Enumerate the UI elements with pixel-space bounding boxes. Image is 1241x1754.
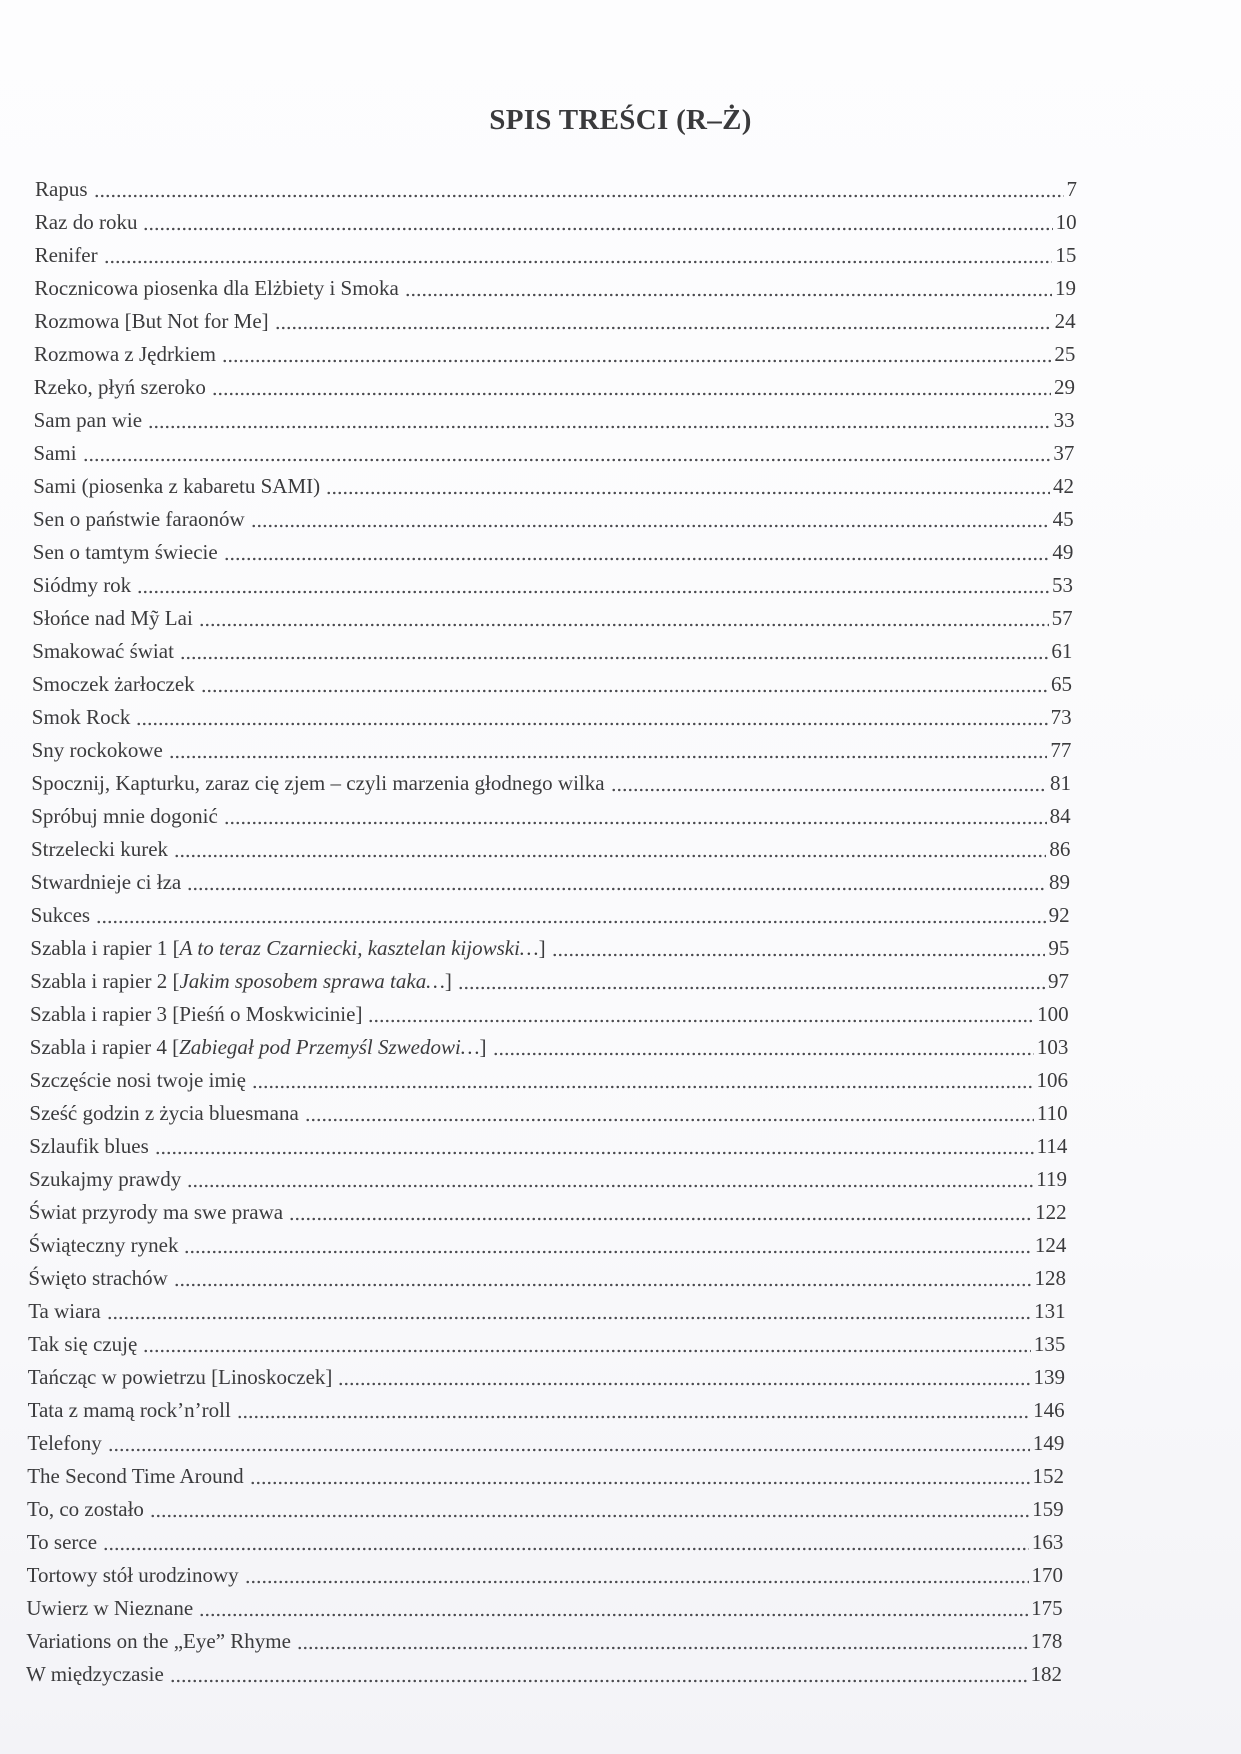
toc-entry-title [34,342,222,366]
toc-entry-title-text: Świąteczny rynek [28,1233,179,1257]
toc-entry-page-number: 37 [1053,441,1075,465]
dot-leader [250,1464,1030,1488]
toc-entry[interactable] [0,795,1071,828]
toc-entry-title-text: Smok Rock [31,705,131,729]
toc-entry-title-text: The Second Time Around [27,1464,244,1488]
toc-entry-title [34,375,212,399]
toc-entry-title [31,903,97,927]
toc-entry[interactable] [0,300,1076,333]
toc-entry-page-number: 178 [1030,1629,1063,1653]
toc-entry-page-number: 128 [1034,1266,1066,1290]
toc-entry-title: Szabla i rapier 4 [Zabiegał pod Przemyśl Szwedowi…] [29,1035,487,1059]
toc-entry[interactable] [0,1521,1063,1554]
toc-entry-page-number: 95 [1048,936,1070,960]
toc-entry-title [29,1167,187,1191]
toc-entry-page-number: 10 [1055,210,1077,234]
toc-entry-title-text: Sen o państwie faraonów [33,507,245,531]
dot-leader [458,969,1045,993]
toc-entry-title [32,672,201,696]
toc-entry-title [28,1299,107,1323]
dot-leader [493,1035,1034,1059]
toc-entry[interactable] [0,1125,1067,1158]
toc-entry[interactable] [0,333,1075,366]
toc-entry-title [26,1629,297,1653]
toc-entry-title [31,837,174,861]
toc-entry[interactable] [0,564,1073,597]
toc-entry-title [31,870,187,894]
toc-entry-title-text: Rozmowa z Jędrkiem [34,342,216,366]
dot-leader [94,177,1064,201]
toc-entry-title-text: Rapus [35,177,88,201]
toc-entry-page-number: 24 [1054,309,1076,333]
toc-entry-title-text: Tortowy stół urodzinowy [26,1563,239,1587]
toc-entry[interactable] [0,432,1074,465]
dot-leader [155,1134,1034,1158]
toc-entry-title [33,540,224,564]
toc-entry-page-number: 163 [1031,1530,1064,1554]
toc-entry-title [35,210,144,234]
toc-entry[interactable] [0,1620,1062,1653]
toc-entry-page-number: 114 [1036,1134,1068,1158]
toc-entry[interactable] [0,729,1071,762]
toc-entry-page-number: 7 [1066,177,1077,201]
toc-entry-page-number: 15 [1055,243,1077,267]
dot-leader [108,1431,1030,1455]
toc-entry-title-text: Raz do roku [34,210,138,234]
toc-entry[interactable] [0,1191,1067,1224]
toc-entry-title [33,507,251,531]
dot-leader [326,474,1050,498]
toc-entry-page-number: 92 [1048,903,1070,927]
toc-entry-subtitle: Zabiegał pod Przemyśl Szwedowi… [179,1035,480,1059]
dot-leader [83,441,1051,465]
toc-entry[interactable] [0,894,1070,927]
dot-leader [174,837,1046,861]
dot-leader [199,1596,1028,1620]
toc-entry-page-number: 139 [1033,1365,1065,1389]
toc-entry-page-number: 45 [1052,507,1074,531]
toc-entry[interactable] [0,267,1076,300]
toc-entry-title [29,1134,155,1158]
toc-entry-title-text: Rozmowa [But Not for Me] [34,309,269,333]
toc-entry[interactable] [0,630,1072,663]
toc-entry[interactable] [0,201,1077,234]
toc-entry[interactable] [0,861,1070,894]
toc-entry[interactable] [0,168,1077,201]
toc-entry[interactable] [0,498,1074,531]
table-of-contents [0,168,1241,1686]
toc-entry[interactable] [0,1389,1065,1422]
toc-entry-title-text: Szabla i rapier 1 [30,936,168,960]
toc-entry-title-text: Szczęście nosi twoje imię [29,1068,246,1092]
dot-leader [405,276,1052,300]
toc-entry[interactable] [0,1290,1066,1323]
dot-leader [297,1629,1028,1653]
dot-leader [252,1068,1034,1092]
toc-entry-title-text: Świat przyrody ma swe prawa [28,1200,284,1224]
toc-entry[interactable] [0,663,1072,696]
toc-entry-title-text: Sześć godzin z życia bluesmana [29,1101,299,1125]
dot-leader [224,540,1050,564]
toc-entry-title-text: Sam pan wie [33,408,143,432]
toc-entry-page-number: 73 [1050,705,1072,729]
toc-entry-title: Szabla i rapier 3 [Pieśń o Moskwicinie] [30,1002,363,1026]
toc-entry-page-number: 175 [1031,1596,1063,1620]
toc-entry-page-number: 124 [1034,1233,1067,1257]
toc-entry[interactable] [0,1092,1068,1125]
toc-entry-title-text: W międzyczasie [26,1662,164,1686]
toc-entry-title: Szabla i rapier 2 [Jakim sposobem sprawa taka…] [30,969,452,993]
dot-leader [275,309,1052,333]
toc-entry-title [31,771,610,795]
toc-entry[interactable] [0,828,1070,861]
dot-leader [187,1167,1033,1191]
toc-entry-title-text: Variations on the „Eye” Rhyme [26,1629,291,1653]
dot-leader [187,870,1046,894]
toc-entry-title-text: Rzeko, płyń szeroko [33,375,206,399]
toc-entry-title [26,1596,199,1620]
toc-entry-title-text: Sen o tamtym świecie [32,540,218,564]
toc-entry[interactable] [0,465,1074,498]
dot-leader [107,1299,1031,1323]
toc-entry-page-number: 122 [1035,1200,1067,1224]
toc-entry[interactable] [0,1026,1068,1059]
toc-entry-title-text: Rocznicowa piosenka dla Elżbiety i Smoka [34,276,399,300]
toc-entry-title [32,738,169,762]
toc-entry-title-text: Smoczek żarłoczek [32,672,195,696]
toc-entry-title [26,1662,170,1686]
dot-leader [96,903,1046,927]
toc-entry[interactable] [0,762,1071,795]
dot-leader [237,1398,1030,1422]
toc-entry-title-text: Smakować świat [32,639,174,663]
dot-leader [136,705,1047,729]
toc-entry-page-number: 89 [1049,870,1070,894]
toc-entry-page-number: 135 [1033,1332,1066,1356]
toc-entry-title [27,1497,150,1521]
toc-entry-page-number: 25 [1054,342,1076,366]
toc-entry-title-text: Renifer [34,243,98,267]
toc-entry-title [32,639,180,663]
toc-entry[interactable] [0,993,1069,1026]
toc-entry-title [34,408,148,432]
toc-entry[interactable] [0,1158,1067,1191]
toc-entry-title [28,1266,173,1290]
toc-entry-title [32,606,198,630]
toc-entry-title-text: Szabla i rapier 3 [30,1002,168,1026]
toc-entry-title [34,276,405,300]
dot-leader [245,1563,1029,1587]
toc-entry-page-number: 110 [1036,1101,1068,1125]
toc-entry-page-number: 103 [1036,1035,1069,1059]
toc-entry-page-number: 106 [1036,1068,1068,1092]
toc-entry-title [28,1332,143,1356]
toc-entry-page-number: 53 [1052,573,1073,597]
toc-entry[interactable] [0,696,1072,729]
toc-entry-page-number: 19 [1055,276,1076,300]
toc-entry-title [28,1365,339,1389]
toc-entry-page-number: 146 [1033,1398,1065,1422]
dot-leader [170,1662,1028,1686]
toc-entry-page-number: 86 [1049,837,1071,861]
toc-entry-title-text: Telefony [27,1431,102,1455]
dot-leader [199,606,1049,630]
toc-entry-title-text: Tata z mamą rock’n’roll [27,1398,231,1422]
toc-entry-title-text: Szabla i rapier 2 [30,969,168,993]
toc-entry-title-text: To serce [26,1530,98,1554]
dot-leader [251,507,1050,531]
toc-entry[interactable] [0,1554,1063,1587]
toc-entry[interactable] [0,927,1069,960]
dot-leader [368,1002,1034,1026]
toc-entry[interactable] [0,960,1069,993]
toc-entry[interactable] [0,1224,1066,1257]
toc-entry-page-number: 152 [1032,1464,1064,1488]
toc-entry-title [34,309,274,333]
dot-leader [143,210,1052,234]
toc-entry-title-text: Sami (piosenka z kabaretu SAMI) [33,474,321,498]
toc-entry-page-number: 170 [1031,1563,1063,1587]
toc-entry-title-text: Święto strachów [28,1266,168,1290]
dot-leader [552,936,1046,960]
toc-entry[interactable] [0,1488,1064,1521]
toc-entry-page-number: 81 [1050,771,1071,795]
dot-leader [174,1266,1032,1290]
toc-entry-title-text: Ta wiara [28,1299,101,1323]
toc-entry-page-number: 29 [1054,375,1075,399]
toc-entry-title [31,804,224,828]
dot-leader [224,804,1047,828]
toc-entry-title [33,573,138,597]
toc-entry-title [29,1233,185,1257]
toc-entry-page-number: 182 [1030,1662,1062,1686]
toc-entry-page-number: 149 [1032,1431,1065,1455]
dot-leader [137,573,1049,597]
toc-entry-title-text: To, co zostało [27,1497,144,1521]
toc-entry[interactable] [0,1356,1065,1389]
dot-leader [148,408,1051,432]
dot-leader [222,342,1051,366]
toc-entry-subtitle: Pieśń o Moskwicinie [179,1002,356,1026]
toc-entry-title-text: Sukces [30,903,91,927]
toc-entry-title [29,1101,304,1125]
toc-entry[interactable] [0,1422,1064,1455]
dot-leader [180,639,1048,663]
toc-entry-title-text: Tak się czuję [28,1332,138,1356]
dot-leader [150,1497,1029,1521]
toc-entry-page-number: 97 [1048,969,1069,993]
toc-entry-title [32,705,137,729]
toc-entry[interactable] [0,1653,1062,1686]
toc-entry-title [35,243,104,267]
toc-entry-title [29,1200,289,1224]
dot-leader [103,1530,1029,1554]
dot-leader [184,1233,1031,1257]
toc-entry-subtitle: Jakim sposobem sprawa taka… [179,969,445,993]
toc-entry[interactable] [0,597,1073,630]
toc-entry-title [27,1431,107,1455]
toc-entry[interactable] [0,1323,1065,1356]
toc-entry-title-text: Szukajmy prawdy [29,1167,182,1191]
toc-entry-page-number: 84 [1049,804,1071,828]
toc-entry-page-number: 49 [1052,540,1074,564]
toc-entry[interactable] [0,366,1075,399]
toc-entry[interactable] [0,399,1075,432]
toc-entry-title [33,441,82,465]
toc-entry-page-number: 33 [1053,408,1075,432]
toc-entry-title-text: Siódmy rok [32,573,132,597]
toc-entry-title [27,1530,103,1554]
toc-entry-title-text: Tańcząc w powietrzu [Linoskoczek] [27,1365,333,1389]
dot-leader [611,771,1047,795]
toc-entry-title-text: Spróbuj mnie dogonić [31,804,218,828]
toc-entry-page-number: 65 [1051,672,1072,696]
toc-entry-title-text: Sny rockokowe [31,738,163,762]
toc-entry-title [28,1398,237,1422]
toc-entry-title-text: Spocznij, Kapturku, zaraz cię zjem – czyli marzenia głodnego wilka [31,771,605,795]
toc-entry-title-text: Uwierz w Nieznane [26,1596,194,1620]
toc-entry-title-text: Szabla i rapier 4 [29,1035,167,1059]
toc-entry-title [35,177,94,201]
toc-entry-page-number: 42 [1053,474,1074,498]
toc-entry-title [27,1464,249,1488]
toc-entry-page-number: 119 [1036,1167,1067,1191]
dot-leader [169,738,1048,762]
toc-entry-title-text: Stwardnieje ci łza [30,870,182,894]
toc-entry[interactable] [0,1059,1068,1092]
toc-entry-title-text: Słońce nad Mỹ Lai [32,606,193,630]
dot-leader [338,1365,1030,1389]
dot-leader [104,243,1053,267]
toc-entry-page-number: 77 [1050,738,1072,762]
toc-entry[interactable] [0,531,1073,564]
dot-leader [201,672,1048,696]
toc-entry-title-text: Szlaufik blues [29,1134,149,1158]
dot-leader [143,1332,1031,1356]
page-title: SPIS TREŚCI (R–Ż) [489,104,752,136]
toc-entry-page-number: 61 [1051,639,1073,663]
toc-entry-page-number: 57 [1051,606,1073,630]
toc-entry-title [27,1563,245,1587]
toc-entry-title-text: Strzelecki kurek [31,837,169,861]
toc-entry-page-number: 131 [1034,1299,1066,1323]
toc-entry[interactable] [0,1587,1063,1620]
toc-entry-title-text: Sami [33,441,77,465]
dot-leader [305,1101,1034,1125]
toc-entry-page-number: 159 [1032,1497,1064,1521]
toc-entry[interactable] [0,234,1076,267]
toc-entry-title: Szabla i rapier 1 [A to teraz Czarniecki, kasztelan kijowski…] [30,936,546,960]
toc-entry[interactable] [0,1257,1066,1290]
dot-leader [289,1200,1032,1224]
toc-entry-title [33,474,326,498]
dot-leader [212,375,1051,399]
toc-entry-subtitle: A to teraz Czarniecki, kasztelan kijowski… [179,936,539,960]
toc-entry-title [30,1068,252,1092]
toc-entry-page-number: 100 [1037,1002,1069,1026]
toc-entry[interactable] [0,1455,1064,1488]
